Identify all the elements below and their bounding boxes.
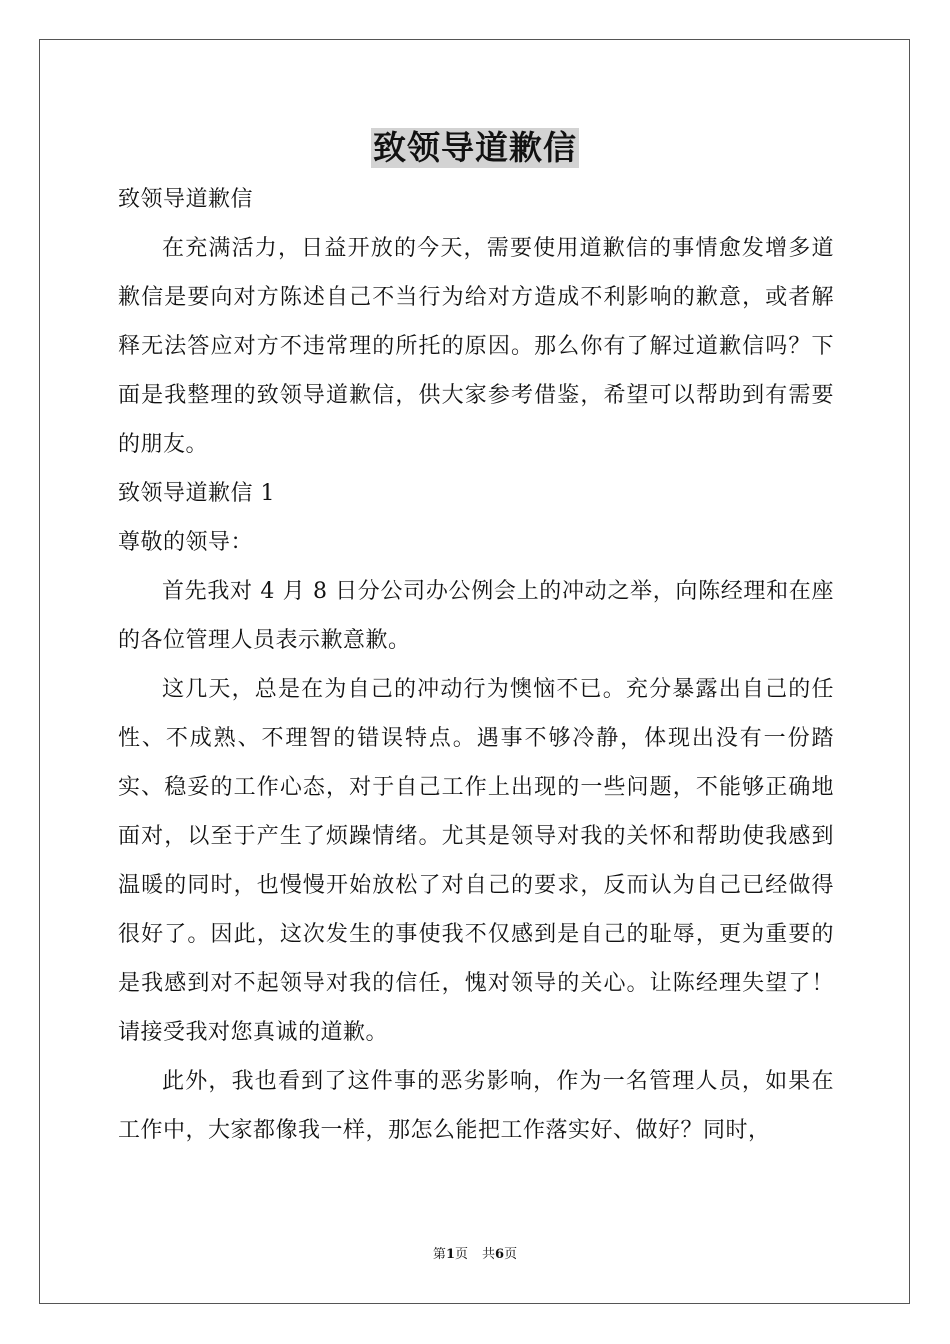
paragraph-salutation: 尊敬的领导： [118,530,254,555]
document-title: 致领导道歉信 [373,128,577,167]
page-current: 1 [445,1247,455,1262]
title-container [0,128,950,168]
paragraph-intro: 在充满活力，日益开放的今天，需要使用道歉信的事情愈发增多道歉信是要向对方陈述自己不当行为给对方造成不利影响的歉意，或者解释无法答应对方不违常理的所托的原因。那么你有了解过道歉信吗？下面是我整理的致领导道歉信，供大家参考借鉴，希望可以帮助到有需要的朋友。 [118,236,834,457]
page-suffix: 页 [454,1247,468,1262]
page-prefix: 第 [432,1247,446,1262]
page-total: 6 [495,1247,505,1262]
paragraph-subtitle: 致领导道歉信 [118,187,254,212]
total-suffix: 页 [504,1247,518,1262]
paragraph-body-3: 此外，我也看到了这件事的恶劣影响，作为一名管理人员，如果在工作中，大家都像我一样，那怎么能把工作落实好、做好？同时， [118,1069,834,1143]
total-prefix: 共 [482,1247,496,1262]
document-body [118,175,834,1155]
page-footer [0,1246,950,1264]
paragraph-body-2: 这几天，总是在为自己的冲动行为懊恼不已。充分暴露出自己的任性、不成熟、不理智的错误特点。遇事不够冷静，体现出没有一份踏实、稳妥的工作心态，对于自己工作上出现的一些问题，不能够正确地面对，以至于产生了烦躁情绪。尤其是领导对我的关怀和帮助使我感到温暖的同时，也慢慢开始放松了对自己的要求，反而认为自己已经做得很好了。因此，这次发生的事使我不仅感到是自己的耻辱，更为重要的是我感到对不起领导对我的信任，愧对领导的关心。让陈经理失望了！请接受我对您真诚的道歉。 [118,677,834,1045]
paragraph-body-1: 首先我对 4 月 8 日分公司办公例会上的冲动之举，向陈经理和在座的各位管理人员表示歉意歉。 [118,579,834,653]
paragraph-heading-letter-1: 致领导道歉信 1 [118,481,275,506]
